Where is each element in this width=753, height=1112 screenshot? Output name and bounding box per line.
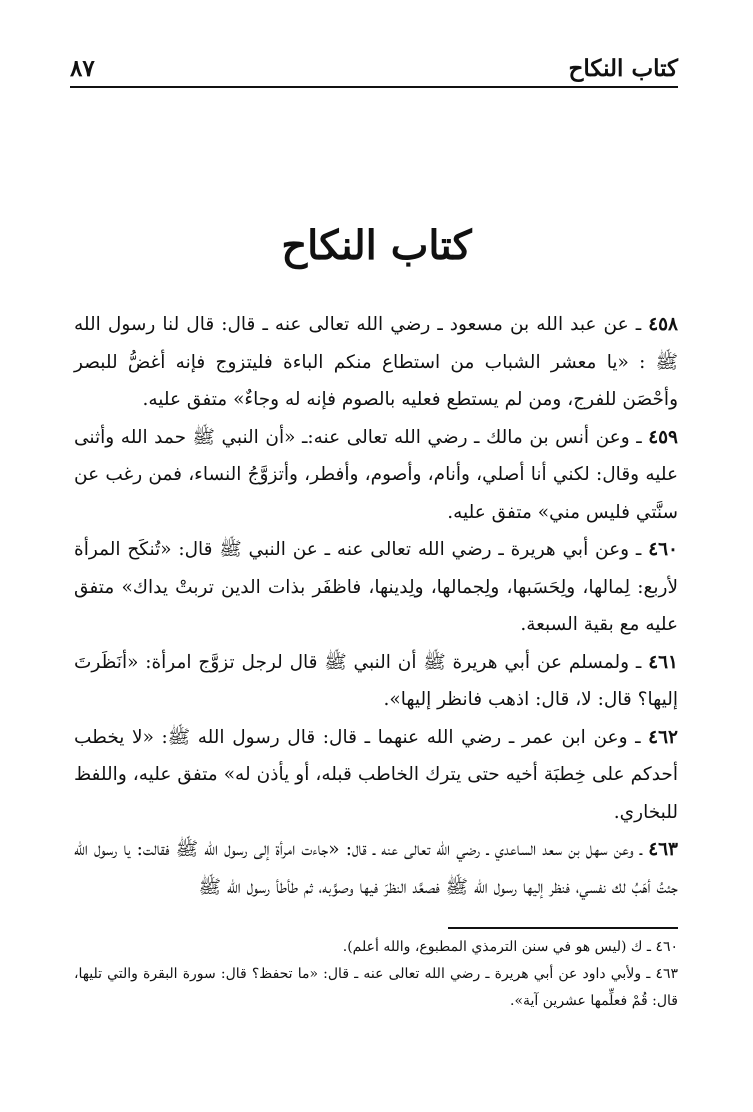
hadith-number: ٤٦١ [648, 651, 678, 673]
hadith-body [74, 306, 678, 906]
hadith-paragraph [74, 419, 678, 532]
header-rule [70, 86, 678, 88]
hadith-text: ـ ولمسلم عن أبي هريرة ﷺ أن النبي ﷺ قال لرجل تزوَّج امرأة: «أنَظَرتَ إليها؟ قال: لا، قال: اذهب فانظر إليها». [74, 651, 678, 710]
hadith-number: ٤٥٩ [648, 426, 678, 448]
hadith-text: ـ عن عبد الله بن مسعود ـ رضي الله تعالى عنه ـ قال: قال لنا رسول الله ﷺ : «يا معشر الشباب من استطاع منكم الباءة فليتزوج فإنه أغضُّ للبصر وأحْصَن للفرج، ومن لم يستطع فعليه بالصوم فإنه له وجاءٌ» متفق عليه. [74, 314, 678, 410]
hadith-text: ـ وعن أنس بن مالك ـ رضي الله تعالى عنه:ـ «أن النبي ﷺ حمد الله وأثنى عليه وقال: لكني أنا أصلي، وأنام، وأصوم، وأفطر، وأتزوَّجُ النساء، فمن رغب عن سنَّتي فليس مني» متفق عليه. [74, 426, 678, 523]
hadith-number: ٤٦٠ [648, 539, 678, 560]
hadith-text: ـ وعن أبي هريرة ـ رضي الله تعالى عنه ـ عن النبي ﷺ قال: «تُنكَح المرأة لأربع: لِمالها، ولِحَسَبها، ولِجمالها، ولِدينها، فاظفَر بذات الدين تربتْ يداك» متفق عليه مع بقية السبعة. [74, 539, 678, 635]
footnotes [74, 934, 678, 1015]
page-number: ٨٧ [70, 55, 95, 82]
footnote: ٤٦٠ ـ ك (ليس هو في سنن الترمذي المطبوع، والله أعلم). [342, 939, 678, 955]
running-title: كتاب النكاح [568, 55, 678, 82]
footnote-rule [448, 927, 678, 929]
hadith-paragraph [74, 644, 678, 719]
chapter-title: كتاب النكاح [281, 222, 472, 269]
hadith-paragraph [74, 306, 678, 419]
hadith-text: ـ وعن سهل بن سعد الساعدي ـ رضي الله تعالى عنه ـ قال: «جاءت امرأة إلى رسول الله ﷺ فقالت: يا رسول الله جئتُ أهَبُ لك نفسي، فنظر إليها رسول الله ﷺ فصعَّد النظرَ فيها وصوَّبه، ثم طأطأ رسول الله ﷺ [74, 839, 678, 898]
hadith-text: ـ وعن ابن عمر ـ رضي الله عنهما ـ قال: قال رسول الله ﷺ: «لا يخطب أحدكم على خِطبَة أخيه حتى يترك الخاطب قبله، أو يأذن له» متفق عليه، واللفظ للبخاري. [74, 726, 678, 823]
hadith-paragraph [74, 531, 678, 644]
hadith-number: ٤٥٨ [648, 314, 678, 335]
hadith-number: ٤٦٣ [648, 839, 678, 860]
running-header [70, 48, 678, 82]
hadith-number: ٤٦٢ [648, 726, 678, 748]
hadith-paragraph [74, 831, 678, 906]
footnote: ٤٦٣ ـ ولأبي داود عن أبي هريرة ـ رضي الله تعالى عنه ـ قال: «ما تحفظ؟ قال: سورة البقرة والتي تليها، قال: قُمْ فعلِّمها عشرين آية». [74, 966, 678, 1009]
hadith-paragraph [74, 719, 678, 832]
